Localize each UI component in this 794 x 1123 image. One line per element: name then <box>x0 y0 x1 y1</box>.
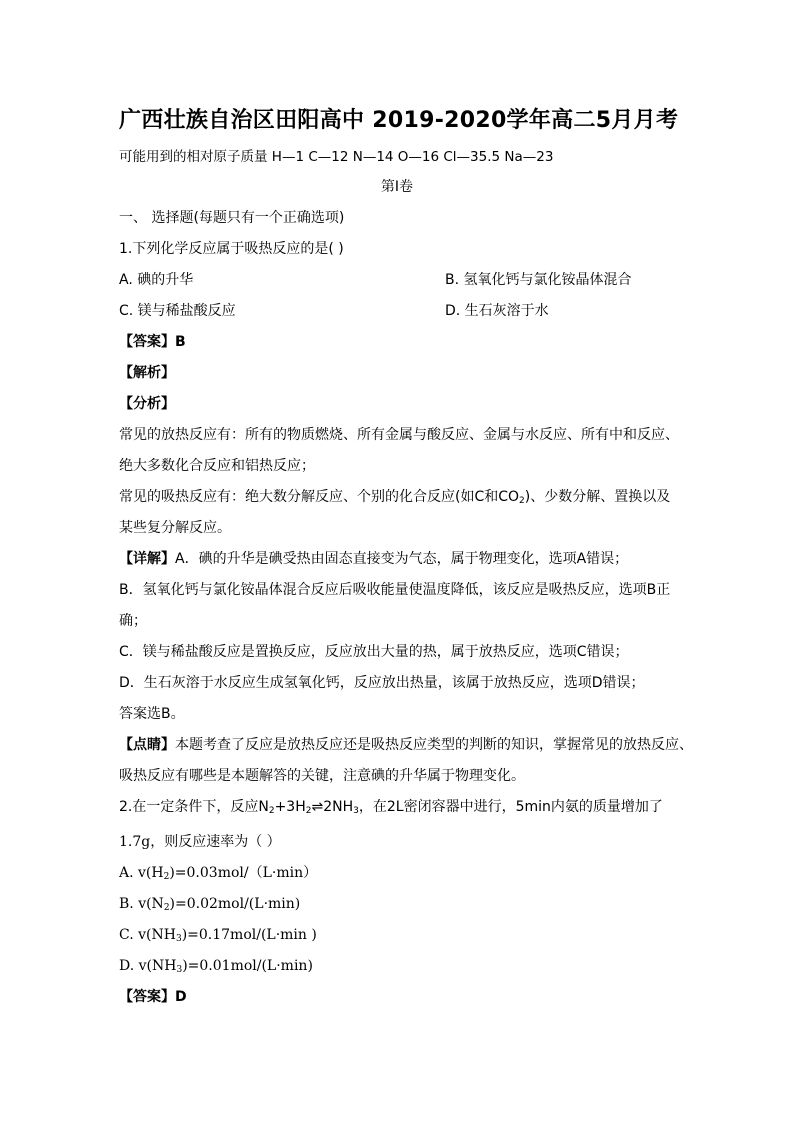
q1-note-line-1: 【点睛】本题考查了反应是放热反应还是吸热反应类型的判断的知识，掌握常见的放热反应、 <box>119 737 693 753</box>
q1-fenxi-heading: 【分析】 <box>119 396 175 412</box>
q1-detail-line-3: 确； <box>119 613 147 629</box>
q1-option-c: C. 镁与稀盐酸反应 <box>119 303 236 319</box>
q1-detail-line-2: B．氢氧化钙与氯化铵晶体混合反应后吸收能量使温度降低，该反应是吸热反应，选项B正 <box>119 582 671 598</box>
q2-stem-line-2: 1.7g，则反应速率为（ ） <box>119 834 281 850</box>
q2-option-b: B. $v(N_2)=0.02mol/(L\cdot\min)$ <box>119 896 301 913</box>
q2-option-a: A. $v(H_2)=0.03mol/(L\cdot\min)$ <box>119 865 318 882</box>
q1-detail-line-6: 答案选B。 <box>119 706 185 722</box>
section-heading: 一、 选择题(每题只有一个正确选项) <box>119 210 345 226</box>
atomic-masses-line: 可能用到的相对原子质量 H—1 C—12 N—14 O—16 Cl—35.5 Na—23 <box>119 149 554 165</box>
q2-option-d: D. $v(NH_3)=0.01mol/(L\cdot\min)$ <box>119 958 313 975</box>
q1-analysis-line-4: 某些复分解反应。 <box>119 520 231 536</box>
q2-answer: 【答案】D <box>119 989 187 1005</box>
q1-analysis-line-1: 常见的放热反应有：所有的物质燃烧、所有金属与酸反应、金属与水反应、所有中和反应、 <box>119 427 679 443</box>
q1-option-d: D. 生石灰溶于水 <box>445 303 549 319</box>
page-title: 广西壮族自治区田阳高中 2019-2020学年高二5月月考 <box>119 108 679 133</box>
q1-option-a: A. 碘的升华 <box>119 272 194 288</box>
q1-analysis-line-2: 绝大多数化合反应和铝热反应； <box>119 458 315 474</box>
q1-detail-line-5: D．生石灰溶于水反应生成氢氧化钙，反应放出热量，该属于放热反应，选项D错误； <box>119 675 645 691</box>
part-heading: 第Ⅰ卷 <box>380 179 414 195</box>
q2-stem-line-1: 2.在一定条件下，反应$N_2+3H_2\rightleftharpoons 2NH_3$，在2L密闭容器中进行，5min内氨的质量增加了 <box>119 799 663 816</box>
q1-detail-line-4: C．镁与稀盐酸反应是置换反应，反应放出大量的热，属于放热反应，选项C错误； <box>119 644 629 660</box>
q1-jiexi-heading: 【解析】 <box>119 365 175 381</box>
q1-analysis-line-3: 常见的吸热反应有：绝大数分解反应、个别的化合反应(如C和$CO_2$)、少数分解、置换以及 <box>119 489 671 506</box>
q1-stem: 1.下列化学反应属于吸热反应的是( ) <box>119 241 344 257</box>
q1-detail-line-1: 【详解】A．碘的升华是碘受热由固态直接变为气态，属于物理变化，选项A错误； <box>119 551 629 567</box>
q2-option-c: C. $v(NH_3)=0.17mol/(L\cdot\min$ ) <box>119 927 317 944</box>
q1-note-line-2: 吸热反应有哪些是本题解答的关键，注意碘的升华属于物理变化。 <box>119 768 525 784</box>
q1-option-b: B. 氢氧化钙与氯化铵晶体混合 <box>445 272 632 288</box>
q1-answer: 【答案】B <box>119 334 186 350</box>
